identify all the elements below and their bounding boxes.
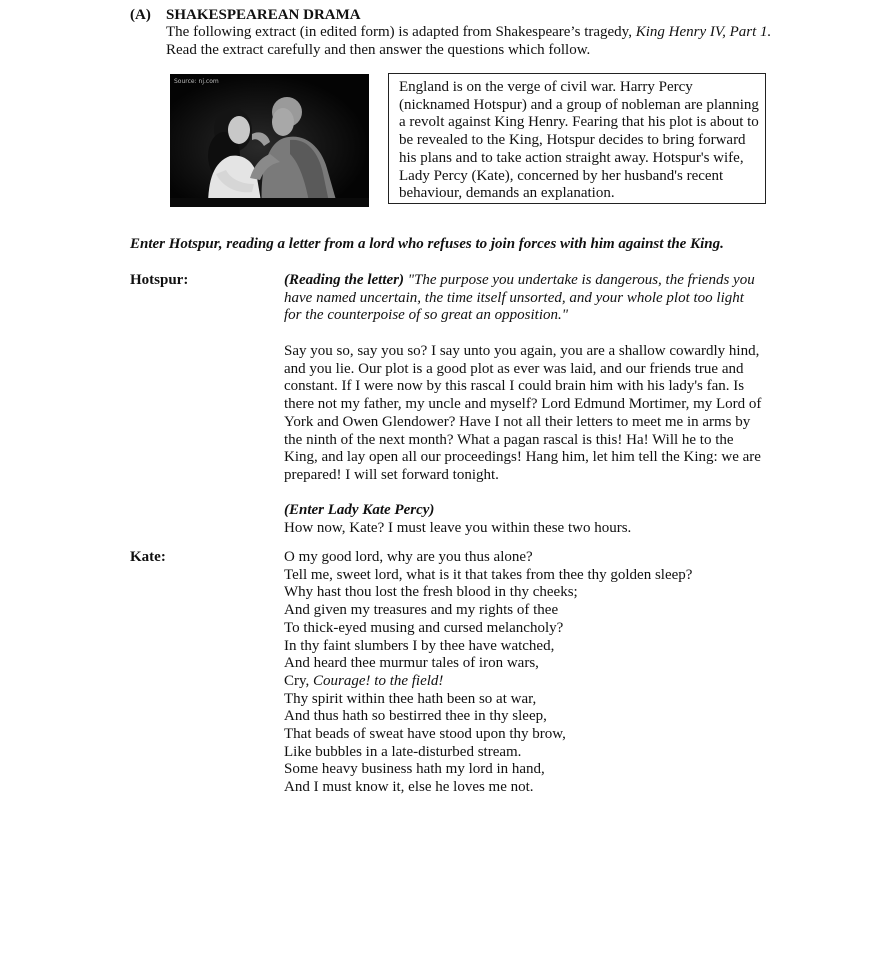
photo-credit: Source: nj.com bbox=[174, 78, 219, 85]
verse-line: And I must know it, else he loves me not. bbox=[284, 779, 534, 796]
scene-photo-illustration bbox=[170, 74, 369, 207]
verse-line: That beads of sweat have stood upon thy brow, bbox=[284, 726, 566, 743]
verse-line: Why hast thou lost the fresh blood in thy cheeks; bbox=[284, 584, 578, 601]
verse-line: Tell me, sweet lord, what is it that takes from thee thy golden sleep? bbox=[284, 566, 693, 583]
section-title: SHAKESPEAREAN DRAMA bbox=[166, 7, 361, 23]
synopsis-box: England is on the verge of civil war. Harry Percy (nicknamed Hotspur) and a group of nobleman are planning a revolt against King Henry. Fearing that his plot is about to be revealed to the King, Hotspur decides to bring forward his plans and to take action straight away. Hotspur's wife, Lady Percy (Kate), concerned by her husband's recent behaviour, demands an explanation. bbox=[388, 73, 766, 204]
verse-line: And thus hath so bestirred thee in thy sleep, bbox=[284, 708, 547, 725]
stage-direction-enter-kate: (Enter Lady Kate Percy) bbox=[284, 502, 435, 518]
intro-text: The following extract (in edited form) is adapted from Shakespeare’s tragedy, bbox=[166, 24, 636, 40]
verse-line: O my good lord, why are you thus alone? bbox=[284, 549, 533, 565]
letter-text: "The purpose you undertake is dangerous, the friends you have named uncertain, the time itself unsorted, and your whole plot too light for the counterpoise of so great an opposition." bbox=[284, 272, 755, 324]
verse-line: And heard thee murmur tales of iron wars, bbox=[284, 655, 539, 672]
speaker-kate: Kate: bbox=[130, 549, 166, 565]
kate-speech bbox=[284, 549, 764, 797]
play-title: King Henry IV, Part 1. bbox=[635, 24, 772, 40]
verse-line: Some heavy business hath my lord in hand, bbox=[284, 761, 545, 778]
intro-instruction: Read the extract carefully and then answer the questions which follow. bbox=[166, 41, 591, 58]
speaker-hotspur: Hotspur: bbox=[130, 272, 189, 288]
verse-line: To thick-eyed musing and cursed melancholy? bbox=[284, 619, 564, 636]
verse-line: Thy spirit within thee hath been so at war, bbox=[284, 690, 537, 707]
hotspur-speech: Say you so, say you so? I say unto you again, you are a shallow cowardly hind, and you lie. Our plot is a good plot as ever was laid, and our friends true and constant. If I were now by this rascal I could brain him with his lady's fan. Is there not my father, my uncle and myself? Lord Edmund Mortimer, my Lord of York and Owen Glendower? Have I not all their letters to meet me in arms by the ninth of the next month? What a pagan rascal is this! Ha! Will he to the King, and lay open all our proceedings! Hang him, let him tell the King: we are prepared! I will set forward tonight. bbox=[284, 343, 762, 483]
verse-line: Like bubbles in a late-disturbed stream. bbox=[284, 743, 522, 760]
hotspur-line: How now, Kate? I must leave you within these two hours. bbox=[284, 520, 632, 536]
scene-photo bbox=[170, 74, 369, 207]
cry-text: Cry, bbox=[284, 672, 314, 689]
stage-direction: Enter Hotspur, reading a letter from a lord who refuses to join forces with him against the King. bbox=[130, 236, 724, 252]
verse-line bbox=[284, 673, 764, 691]
verse-line: In thy faint slumbers I by thee have watched, bbox=[284, 637, 555, 654]
section-label: (A) bbox=[130, 7, 151, 23]
letter-direction: (Reading the letter) bbox=[284, 272, 404, 288]
intro-paragraph bbox=[166, 24, 786, 59]
verse-line: And given my treasures and my rights of thee bbox=[284, 602, 559, 619]
letter-reading bbox=[284, 272, 764, 325]
cry-italic: Courage! to the field! bbox=[313, 672, 444, 689]
